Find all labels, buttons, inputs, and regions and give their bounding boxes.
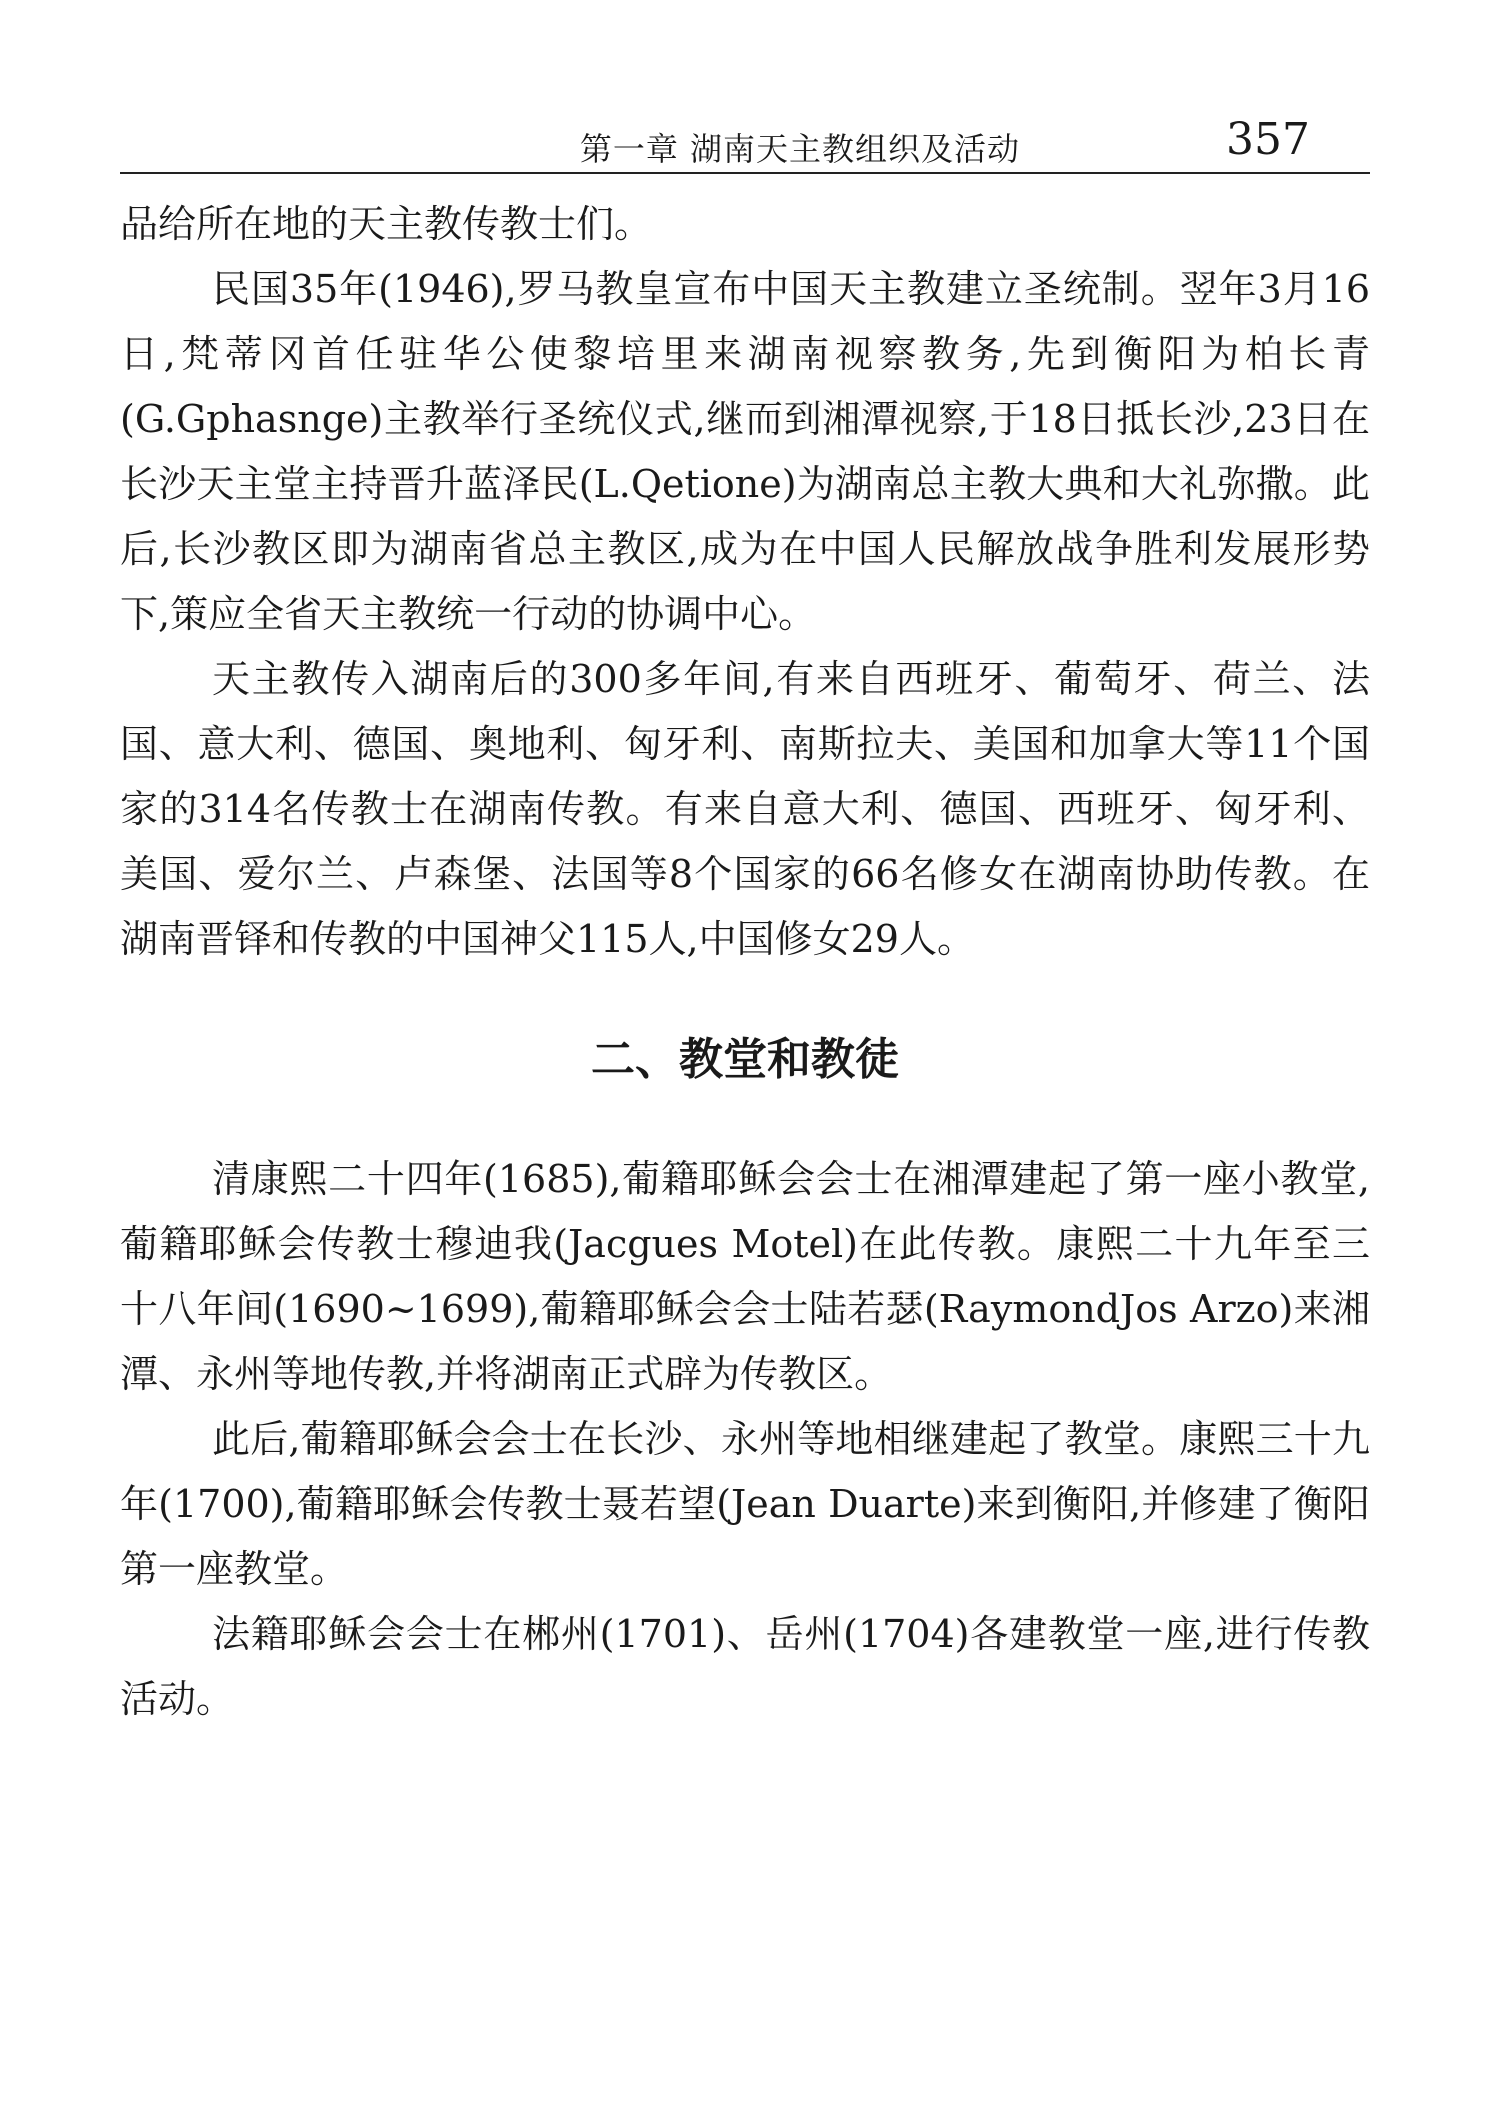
- paragraph-french-jesuits: 法籍耶稣会会士在郴州(1701)、岳州(1704)各建教堂一座,进行传教活动。: [120, 1612, 1370, 1721]
- running-title: 第一章 湖南天主教组织及活动: [579, 130, 1020, 168]
- paragraph-hengyang-church: 此后,葡籍耶稣会会士在长沙、永州等地相继建起了教堂。康熙三十九年(1700),葡籍耶稣会传教士聂若望(Jean Duarte)来到衡阳,并修建了衡阳第一座教堂。: [120, 1417, 1370, 1591]
- section-heading: 二、教堂和教徒: [591, 1034, 899, 1085]
- paragraph-first-church: 清康熙二十四年(1685),葡籍耶稣会会士在湘潭建起了第一座小教堂,葡籍耶稣会传教士穆迪我(Jacgues Motel)在此传教。康熙二十九年至三十八年间(1690~1699),葡籍耶稣会会士陆若瑟(RaymondJos Arzo)来湘潭、永州等地传教,并将湖南正式辟为传教区。: [120, 1157, 1370, 1396]
- page-number: 357: [1226, 114, 1310, 165]
- paragraph-continuation: 品给所在地的天主教传教士们。: [120, 202, 653, 246]
- paragraph-missionaries: 天主教传入湖南后的300多年间,有来自西班牙、葡萄牙、荷兰、法国、意大利、德国、奥地利、匈牙利、南斯拉夫、美国和加拿大等11个国家的314名传教士在湖南传教。有来自意大利、德国、西班牙、匈牙利、美国、爱尔兰、卢森堡、法国等8个国家的66名修女在湖南协助传教。在湖南晋铎和传教的中国神父115人,中国修女29人。: [120, 657, 1370, 961]
- body-text: [120, 192, 1370, 1732]
- paragraph-holy-hierarchy: 民国35年(1946),罗马教皇宣布中国天主教建立圣统制。翌年3月16日,梵蒂冈首任驻华公使黎培里来湖南视察教务,先到衡阳为柏长青(G.Gphasnge)主教举行圣统仪式,继而到湘潭视察,于18日抵长沙,23日在长沙天主堂主持晋升蓝泽民(L.Qetione)为湖南总主教大典和大礼弥撒。此后,长沙教区即为湖南省总主教区,成为在中国人民解放战争胜利发展形势下,策应全省天主教统一行动的协调中心。: [120, 267, 1370, 636]
- running-header: [120, 110, 1370, 174]
